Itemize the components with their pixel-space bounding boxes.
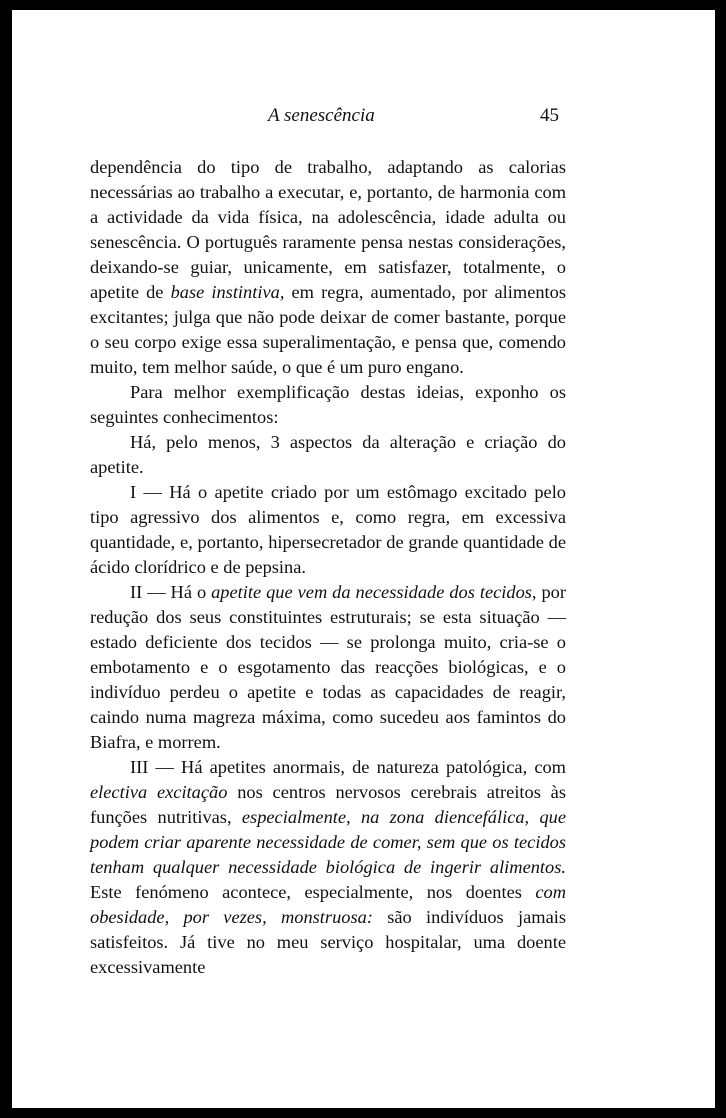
text-run: I — Há o apetite criado por um estômago excitado pelo tipo agressivo dos alimentos e, como regra, em excessiva quantidade, e, portanto, hipersecretador de grande quantidade de ácido clorídrico e de pepsina. — [90, 482, 566, 577]
paragraph-6 — [90, 755, 566, 980]
paragraph-5 — [90, 580, 566, 755]
text-run-italic: com obesidade, por vezes, monstruosa: — [90, 882, 566, 927]
paragraph-2 — [90, 380, 566, 430]
text-run: Há, pelo menos, 3 aspectos da alteração e criação do apetite. — [90, 432, 566, 477]
text-run: II — Há o — [130, 582, 212, 602]
chapter-title: A senescência — [268, 105, 375, 126]
text-run-italic: base instintiva, — [170, 282, 285, 302]
text-run-italic: apetite que vem da necessidade dos tecidos, — [211, 582, 537, 602]
paragraph-3 — [90, 430, 566, 480]
running-head — [12, 105, 715, 135]
text-run-italic: electiva excitação — [90, 782, 228, 802]
text-run: Este fenómeno acontece, especialmente, nos doentes — [90, 882, 536, 902]
page-number: 45 — [540, 105, 559, 126]
text-run: III — Há apetites anormais, de natureza patológica, com — [130, 757, 566, 777]
paragraph-1 — [90, 155, 566, 380]
book-page — [12, 10, 715, 1108]
text-run: Para melhor exemplificação destas ideias, exponho os seguintes conhecimentos: — [90, 382, 566, 427]
text-run-italic: especialmente, na zona diencefálica, que podem criar aparente necessidade de comer, sem que os tecidos tenham qualquer necessidade biológica de ingerir alimentos. — [90, 807, 567, 877]
body-text — [90, 155, 566, 980]
text-run: em regra, aumentado, por alimentos excitantes; julga que não pode deixar de comer bastante, porque o seu corpo exige essa superalimentação, e pensa que, comendo muito, tem melhor saúde, o que é um puro engano. — [90, 282, 567, 377]
text-run: nos centros nervosos cerebrais atreitos às funções nutritivas, — [90, 782, 566, 827]
paragraph-4 — [90, 480, 566, 580]
text-run: são indivíduos jamais satisfeitos. Já tive no meu serviço hospitalar, uma doente excessivamente — [90, 907, 566, 977]
text-run: por redução dos seus constituintes estruturais; se esta situação — estado deficiente dos tecidos — se prolonga muito, cria-se o embotamento e o esgotamento das reacções biológicas, e o indivíduo perdeu o apetite e todas as capacidades de reagir, caindo numa magreza máxima, como sucedeu aos famintos do Biafra, e morrem. — [90, 582, 567, 752]
text-run: dependência do tipo de trabalho, adaptando as calorias necessárias ao trabalho a executar, e, portanto, de harmonia com a actividade da vida física, na adolescência, idade adulta ou senescência. O português raramente pensa nestas considerações, deixando-se guiar, unicamente, em satisfazer, totalmente, o apetite de — [90, 157, 566, 302]
